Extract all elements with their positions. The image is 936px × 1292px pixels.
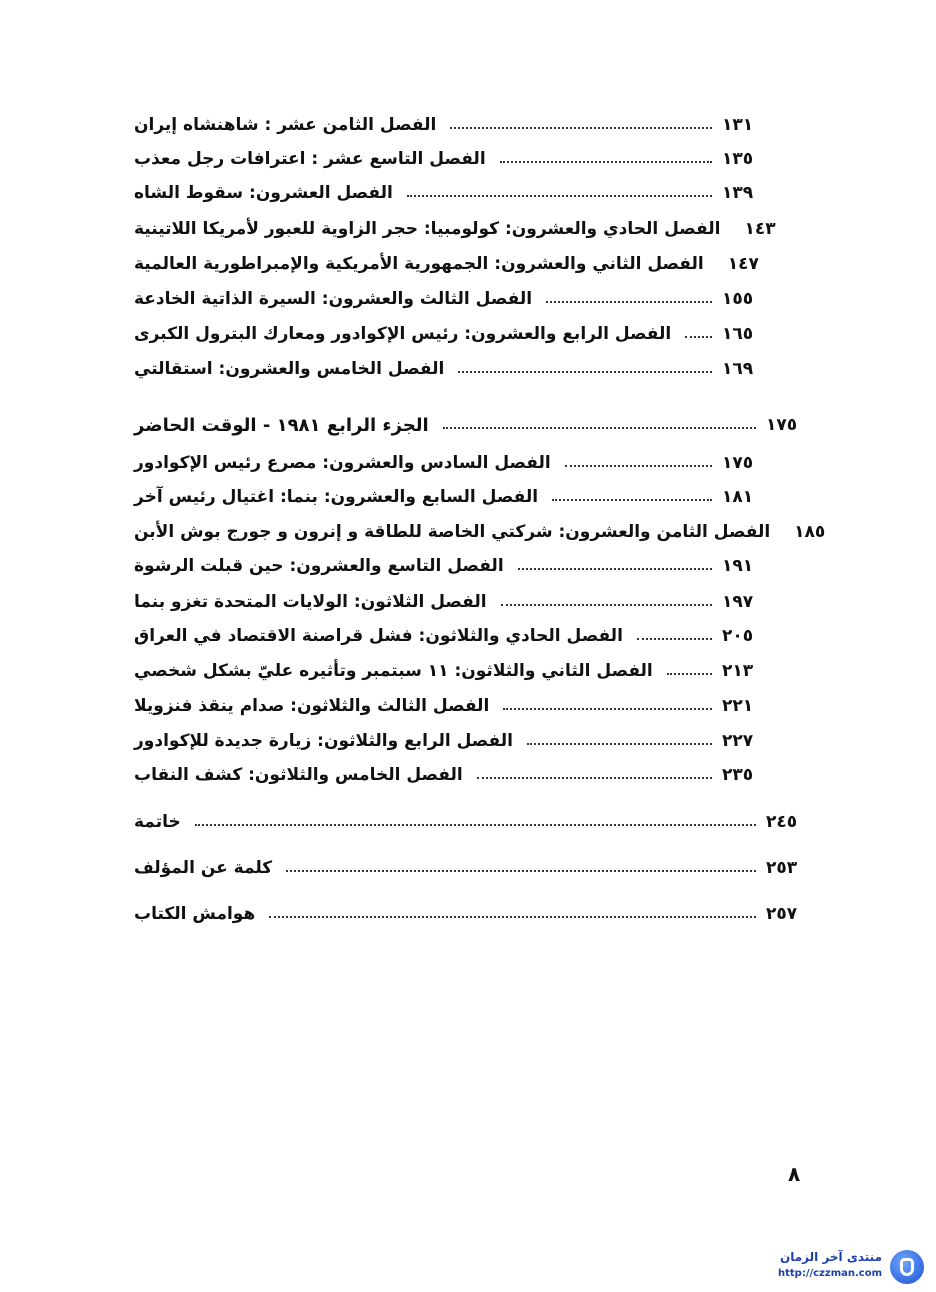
toc-entry-title: الفصل العشرون: سقوط الشاه [134,183,393,203]
toc-entry-page: ١٣٥ [722,149,754,169]
toc-entry [128,354,762,384]
toc-entry-epilogue [128,807,806,837]
dot-leader [269,916,756,918]
toc-entry-about-author [128,853,806,883]
toc-entry [128,517,826,547]
dot-leader [552,499,712,501]
dot-leader [565,465,712,467]
toc-entry-page: ٢٢٧ [722,731,754,751]
toc-entry [128,144,762,174]
toc-entry-title: كلمة عن المؤلف [134,858,273,878]
toc-entry-title: الفصل الخامس والثلاثون: كشف النقاب [134,765,463,785]
toc-entry-page: ٢١٣ [722,661,754,681]
toc-entry [128,587,762,617]
toc-entry-title: الفصل السادس والعشرون: مصرع رئيس الإكوادور [134,453,551,473]
toc-entry [128,249,762,279]
forum-url[interactable]: http://czzman.com [777,1268,882,1279]
toc-entry-title: الفصل الحادي والثلاثون: فشل قراصنة الاقتصاد في العراق [134,626,623,646]
toc-entry-title: الفصل الثالث والثلاثون: صدام ينقذ فنزويلا [134,696,490,716]
part-heading-page: ١٧٥ [766,415,798,435]
dot-leader [286,870,756,872]
dot-leader [477,777,712,779]
toc-entry-page: ٢٣٥ [722,765,754,785]
toc-entry [128,319,762,349]
toc-entry [128,178,762,208]
dot-leader [195,824,756,826]
toc-entry-title: الفصل الثامن عشر : شاهنشاه إيران [134,115,437,135]
toc-entry-page: ١٩١ [722,556,754,576]
toc-entry-page: ٢٢١ [722,696,754,716]
toc-entry-page: ٢٥٧ [766,904,798,924]
toc-entry [128,760,762,790]
toc-entry-notes [128,899,806,929]
toc-entry-title: الفصل الرابع والثلاثون: زيارة جديدة للإكوادور [134,731,513,751]
toc-entry-page: ١٣١ [722,115,754,135]
toc-entry-title: الفصل السابع والعشرون: بنما: اغتيال رئيس آخر [134,487,539,507]
dot-leader [503,708,712,710]
toc-entry [128,214,776,244]
toc-entry [128,621,762,651]
toc-entry [128,691,762,721]
forum-logo-icon [890,1250,924,1284]
dot-leader [518,568,712,570]
toc-entry-page: ١٧٥ [722,453,754,473]
toc-part-heading [128,410,806,440]
toc-entry-page: ١٨١ [722,487,754,507]
dot-leader [443,427,756,429]
dot-leader [546,301,712,303]
dot-leader [407,195,712,197]
dot-leader [500,161,712,163]
dot-leader [458,371,712,373]
toc-entry [128,551,762,581]
toc-entry-page: ٢٥٣ [766,858,798,878]
toc-entry-page: ١٦٩ [722,359,754,379]
toc-entry-page: ٢٠٥ [722,626,754,646]
toc-entry-title: الفصل الثالث والعشرون: السيرة الذاتية الخادعة [134,289,533,309]
dot-leader [667,673,712,675]
toc-entry-page: ١٤٧ [727,254,759,274]
forum-watermark[interactable] [746,1248,932,1288]
forum-name: منتدى آخر الزمان [780,1250,882,1264]
dot-leader [637,638,712,640]
toc-entry-title: الفصل الثاني والعشرون: الجمهورية الأمريكية والإمبراطورية العالمية [134,254,704,274]
toc-entry-title: الفصل الثاني والثلاثون: ١١ سبتمبر وتأثيره عليّ بشكل شخصي [134,661,653,681]
toc-entry-title: الفصل الثامن والعشرون: شركتي الخاصة للطاقة و إنرون و جورج بوش الأبن [134,522,771,542]
toc-entry-title: هوامش الكتاب [134,904,256,924]
part-heading-title: الجزء الرابع ١٩٨١ - الوقت الحاضر [134,414,429,436]
toc-entry-page: ١٦٥ [722,324,754,344]
toc-entry-title: الفصل الخامس والعشرون: استقالتي [134,359,445,379]
toc-entry [128,726,762,756]
toc-entry [128,448,762,478]
dot-leader [501,604,712,606]
toc-entry-title: الفصل التاسع عشر : اعترافات رجل معذب [134,149,486,169]
toc-entry [128,482,762,512]
toc-entry-title: الفصل الثلاثون: الولايات المتحدة تغزو بنما [134,592,487,612]
dot-leader [527,743,712,745]
toc-entry-page: ١٥٥ [722,289,754,309]
toc-entry [128,656,762,686]
toc-entry-page: ١٨٥ [794,522,826,542]
toc-entry-title: الفصل الرابع والعشرون: رئيس الإكوادور ومعارك البترول الكبرى [134,324,672,344]
dot-leader [450,127,712,129]
toc-entry-title: الفصل التاسع والعشرون: حين قبلت الرشوة [134,556,504,576]
toc-entry-title: خاتمة [134,812,181,832]
toc-entry-title: الفصل الحادي والعشرون: كولومبيا: حجر الزاوية للعبور لأمريكا اللاتينية [134,219,721,239]
toc-entry [128,110,762,140]
toc-entry-page: ١٩٧ [722,592,754,612]
toc-entry [128,284,762,314]
page-number: ٨ [788,1162,801,1186]
toc-entry-page: ١٣٩ [722,183,754,203]
toc-entry-page: ١٤٣ [744,219,776,239]
toc-entry-page: ٢٤٥ [766,812,798,832]
dot-leader [685,336,712,338]
